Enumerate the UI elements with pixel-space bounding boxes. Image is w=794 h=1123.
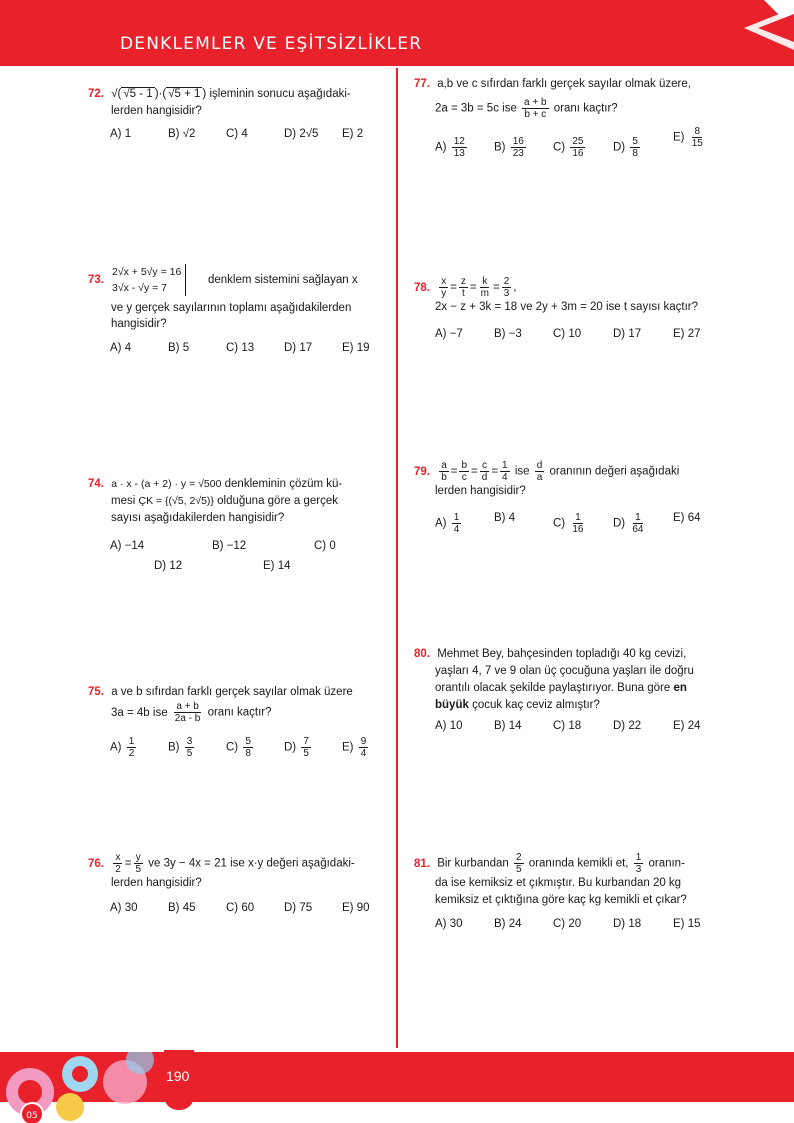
- option-a[interactable]: A) 30: [435, 918, 463, 930]
- question-number: 73.: [88, 274, 104, 286]
- option-b[interactable]: B) 14: [494, 720, 522, 732]
- column-divider: [396, 68, 398, 1048]
- question-text: denkleminin çözüm kü-: [224, 478, 343, 490]
- fraction: $\frac{2}{3}$: [503, 276, 510, 299]
- option-b[interactable]: B) √2: [168, 128, 196, 140]
- question-text: işleminin sonucu aşağıdaki-: [209, 88, 351, 100]
- option-e[interactable]: E) 64: [673, 512, 701, 524]
- option-c[interactable]: C) 18: [553, 720, 582, 732]
- page-number: 190: [166, 1068, 190, 1084]
- question-text: Bir kurbandan: [437, 857, 509, 870]
- question-text: 2x − z + 3k = 18 ve 2y + 3m = 20 ise t sayısı kaçtır?: [435, 301, 699, 313]
- question-number: 79.: [414, 465, 430, 478]
- option-d[interactable]: D) 12: [154, 560, 183, 572]
- question-text: oranında kemikli et,: [528, 857, 629, 870]
- question-number: 72.: [88, 88, 104, 100]
- option-b[interactable]: B) 45: [168, 902, 196, 914]
- option-b[interactable]: B) $\frac{3}{5}$: [168, 736, 193, 759]
- option-d[interactable]: D) 22: [613, 720, 642, 732]
- option-c[interactable]: C) $\frac{1}{16}$: [553, 512, 584, 535]
- option-b[interactable]: B) 5: [168, 342, 190, 354]
- option-e[interactable]: E) 15: [673, 918, 701, 930]
- question-80: [414, 646, 744, 714]
- question-text: oranı kaçtır?: [553, 102, 618, 115]
- option-a[interactable]: A) 1: [110, 128, 132, 140]
- option-c[interactable]: C) 20: [553, 918, 582, 930]
- equation: a · x - (a + 2) · y = √500: [111, 478, 222, 490]
- question-text: mesi: [111, 495, 136, 507]
- fraction: $\frac{x}{2}$: [115, 852, 121, 875]
- option-a[interactable]: A) −14: [110, 540, 145, 552]
- radical-expression: √( √5 - 1 )·( √5 + 1 ): [111, 88, 207, 100]
- fraction: $\frac{1}{4}$: [502, 460, 508, 483]
- option-d[interactable]: D) $\frac{5}{8}$: [613, 136, 638, 159]
- fraction: $\frac{d}{a}$: [536, 460, 543, 483]
- option-b[interactable]: B) 24: [494, 918, 522, 930]
- emphasis-text: en: [673, 682, 687, 694]
- option-b[interactable]: B) 4: [494, 512, 516, 524]
- option-c[interactable]: C) 60: [226, 902, 255, 914]
- question-text: 3a = 4b ise: [111, 706, 168, 719]
- option-c[interactable]: C) 13: [226, 342, 255, 354]
- question-text: orantılı olacak şekilde paylaştırıyor. Buna göre: [435, 682, 671, 694]
- solution-set: ÇK = {(√5, 2√5)}: [138, 495, 214, 507]
- fraction: $\frac{k}{m}$: [480, 276, 489, 299]
- question-text: olduğuna göre a gerçek: [217, 495, 338, 507]
- emphasis-text: büyük: [435, 699, 469, 711]
- option-d[interactable]: D) 17: [284, 342, 313, 354]
- question-78: 78. $\frac{x}{y}$ = $\frac{z}{t}$ = $\frac{k}{m}$ = $\frac{2}{3}$ , 2x − z + 3k = 18 ve 2y + 3m = 20 ise t sayısı kaçtır?: [414, 276, 699, 313]
- option-e[interactable]: E) 2: [342, 128, 364, 140]
- question-number: 74.: [88, 478, 104, 490]
- fraction: $\frac{b}{c}$: [461, 460, 468, 483]
- option-e[interactable]: E) 19: [342, 342, 370, 354]
- question-text: a ve b sıfırdan farklı gerçek sayılar olmak üzere: [111, 686, 353, 698]
- option-d[interactable]: D) 17: [613, 328, 642, 340]
- option-c[interactable]: C) 10: [553, 328, 582, 340]
- question-text: yaşları 4, 7 ve 9 olan üç çocuğuna yaşları ile doğru: [435, 665, 694, 677]
- question-text: ve 3y − 4x = 21 ise x·y değeri aşağıdaki-: [148, 857, 355, 870]
- fraction: $\frac{a + b}{2a - b}$: [174, 701, 201, 724]
- fraction: $\frac{2}{5}$: [516, 852, 522, 875]
- question-text: Mehmet Bey, bahçesinden topladığı 40 kg cevizi,: [437, 648, 687, 660]
- page-header: [0, 0, 794, 66]
- question-81: [414, 852, 744, 909]
- option-c[interactable]: C) 0: [314, 540, 336, 552]
- option-a[interactable]: A) $\frac{12}{13}$: [435, 136, 465, 159]
- question-text: a,b ve c sıfırdan farklı gerçek sayılar olmak üzere,: [437, 78, 691, 90]
- option-c[interactable]: C) 4: [226, 128, 248, 140]
- fraction: $\frac{1}{3}$: [635, 852, 642, 875]
- fraction: $\frac{y}{5}$: [135, 852, 142, 875]
- option-e[interactable]: E) $\frac{9}{4}$: [342, 736, 367, 759]
- gears-decoration: [0, 1052, 160, 1123]
- question-text: oranın-: [648, 857, 685, 870]
- equation-system: 2√x + 5√y = 16 3√x - √y = 7: [112, 264, 186, 296]
- question-text: da ise kemiksiz et çıkmıştır. Bu kurbandan 20 kg: [435, 877, 682, 889]
- question-text: ve y gerçek sayılarının toplamı aşağıdakilerden: [111, 302, 352, 314]
- question-text: lerden hangisidir?: [111, 105, 202, 117]
- option-a[interactable]: A) −7: [435, 328, 463, 340]
- question-number: 75.: [88, 686, 104, 698]
- question-77: [414, 76, 744, 120]
- question-76: 76. $\frac{x}{2}$ = $\frac{y}{5}$ ve 3y − 4x = 21 ise x·y değeri aşağıdaki- lerden hangisidir?: [88, 852, 355, 889]
- question-79: 79. $\frac{a}{b}$ = $\frac{b}{c}$ = $\frac{c}{d}$ = $\frac{1}{4}$ ise $\frac{d}{a}$ oranının değeri aşağıdaki lerden hangisidir?: [414, 460, 680, 497]
- question-text: oranının değeri aşağıdaki: [549, 465, 680, 478]
- option-a[interactable]: A) $\frac{1}{4}$: [435, 512, 460, 535]
- question-text: lerden hangisidir?: [111, 877, 202, 889]
- question-text: kemiksiz et çıktığına göre kaç kg kemikli et çıkar?: [435, 894, 687, 906]
- option-a[interactable]: A) 30: [110, 902, 138, 914]
- question-number: 76.: [88, 857, 104, 870]
- fraction: $\frac{z}{t}$: [460, 276, 466, 299]
- fraction: $\frac{c}{d}$: [481, 460, 488, 483]
- question-number: 80.: [414, 648, 430, 660]
- option-d[interactable]: D) 2√5: [284, 128, 319, 140]
- option-e[interactable]: E) 90: [342, 902, 370, 914]
- question-text: çocuk kaç ceviz almıştır?: [472, 699, 600, 711]
- question-text: ise: [514, 465, 530, 478]
- option-e[interactable]: E) 14: [263, 560, 291, 572]
- option-e[interactable]: E) 24: [673, 720, 701, 732]
- chapter-title: DENKLEMLER VE EŞİTSİZLİKLER: [120, 34, 423, 54]
- question-text: denklem sistemini sağlayan x: [208, 274, 358, 286]
- question-text: 2a = 3b = 5c ise: [435, 102, 517, 115]
- option-a[interactable]: A) 10: [435, 720, 463, 732]
- option-b[interactable]: B) −12: [212, 540, 247, 552]
- question-72: [88, 86, 388, 120]
- option-d[interactable]: D) 75: [284, 902, 313, 914]
- badge-number: 05: [26, 1111, 38, 1121]
- question-text: sayısı aşağıdakilerden hangisidir?: [111, 512, 285, 524]
- question-number: 78.: [414, 281, 430, 294]
- option-c[interactable]: C) $\frac{25}{16}$: [553, 136, 584, 159]
- question-number: 77.: [414, 78, 430, 90]
- fraction: $\frac{x}{y}$: [441, 276, 447, 299]
- option-a[interactable]: A) 4: [110, 342, 132, 354]
- fraction: $\frac{a + b}{b + c}$: [524, 97, 547, 120]
- option-e[interactable]: E) $\frac{8}{15}$: [673, 126, 703, 149]
- option-b[interactable]: B) $\frac{16}{23}$: [494, 136, 524, 159]
- option-a[interactable]: A) $\frac{1}{2}$: [110, 736, 135, 759]
- option-b[interactable]: B) −3: [494, 328, 522, 340]
- corner-decoration: [724, 0, 794, 66]
- question-75: [88, 684, 388, 724]
- question-text: oranı kaçtır?: [207, 706, 272, 719]
- fraction: $\frac{a}{b}$: [441, 460, 447, 483]
- option-d[interactable]: D) $\frac{1}{64}$: [613, 512, 644, 535]
- option-c[interactable]: C) $\frac{5}{8}$: [226, 736, 251, 759]
- question-74: [88, 476, 388, 527]
- option-e[interactable]: E) 27: [673, 328, 701, 340]
- question-text: hangisidir?: [111, 318, 167, 330]
- question-number: 81.: [414, 857, 430, 870]
- question-text: lerden hangisidir?: [435, 485, 526, 497]
- option-d[interactable]: D) 18: [613, 918, 642, 930]
- option-d[interactable]: D) $\frac{7}{5}$: [284, 736, 309, 759]
